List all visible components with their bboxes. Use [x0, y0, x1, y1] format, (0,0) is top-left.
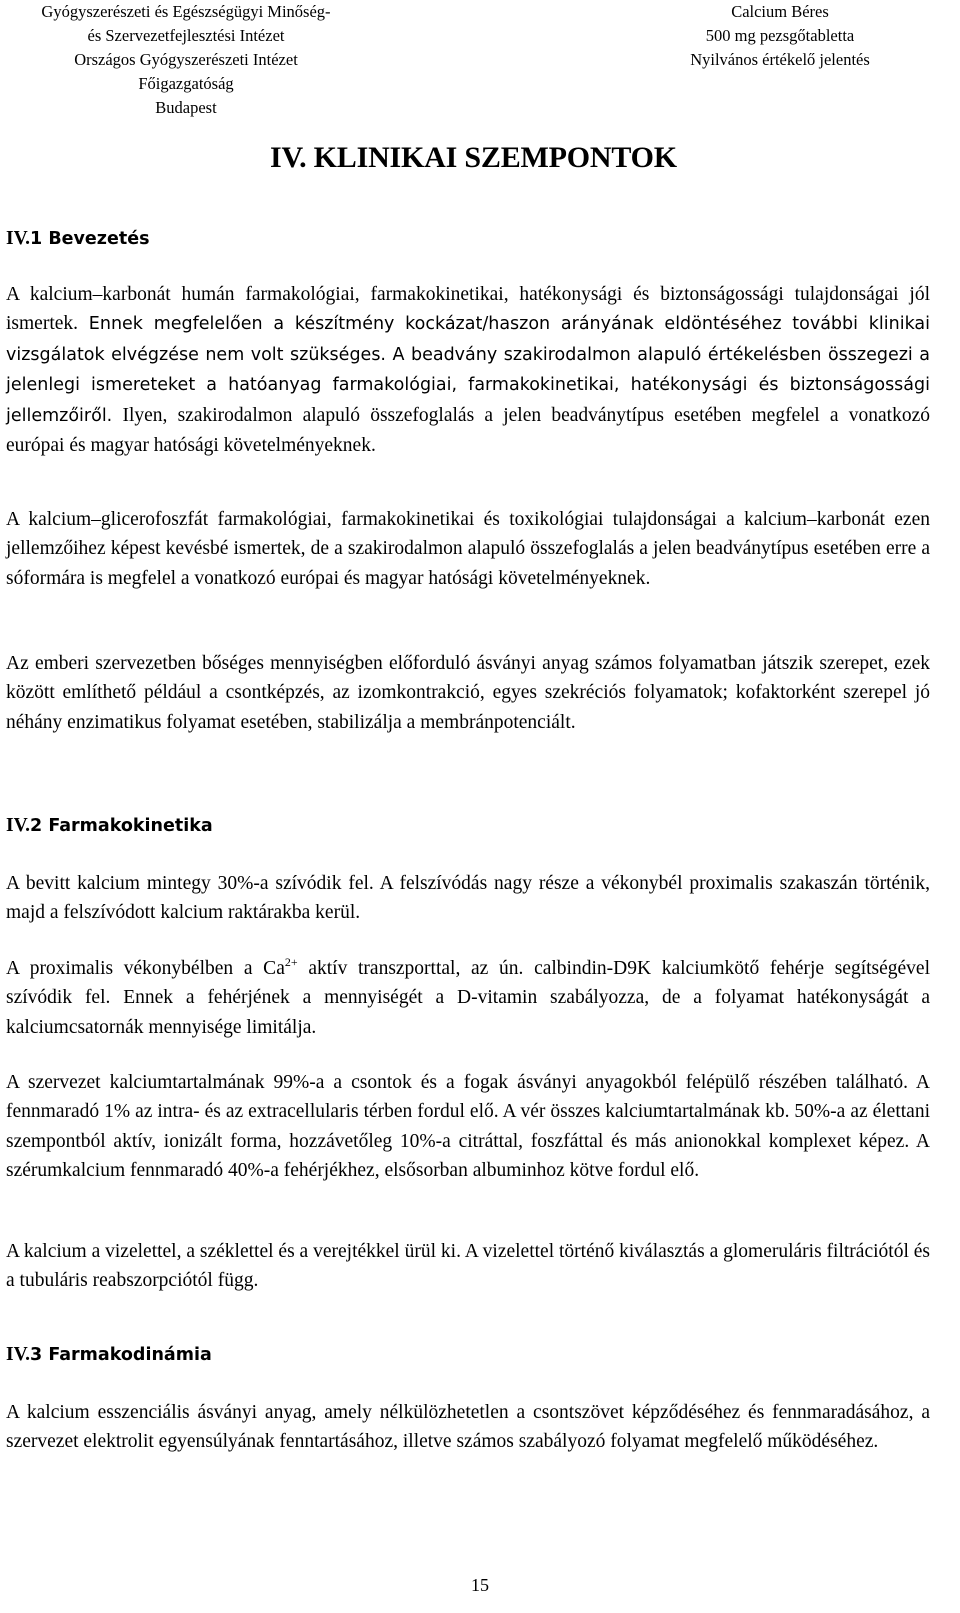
paragraph-glicerofoszfat: A kalcium–glicerofoszfát farmakológiai, farmakokinetikai és toxikológiai tulajdonságai a kalcium–karbonát ezen jellemzőihez képest kevésbé ismertek, de a szakirodalmon alapuló összefoglalás a jelen beadványtípus esetében erre a sóformára is megfelel a vonatkozó európai és magyar hatósági követelményeknek. — [6, 509, 930, 589]
paragraph-intro — [6, 280, 930, 460]
section-heading-bevezetes — [6, 228, 150, 250]
header-left — [6, 0, 366, 120]
header-left-line: Budapest — [155, 98, 217, 117]
paragraph-intro-part: A kalcium–karbonát humán farmakológiai, farmakokinetikai, hatékonysági és biztonságossági tulajdonságai jól ismertek. — [6, 284, 930, 335]
paragraph-kivalasztas: A kalcium a vizelettel, a széklettel és a verejtékkel ürül ki. A vizelettel történő kiválasztás a glomeruláris filtrációtól és a tubuláris reabszorpciótól függ. — [6, 1241, 930, 1292]
header-right — [630, 0, 930, 72]
section-number: IV. — [6, 1344, 31, 1365]
header-right-line: 500 mg pezsgőtabletta — [705, 26, 855, 45]
section-title: 2 Farmakokinetika — [30, 816, 213, 836]
paragraph-felszivodas: A bevitt kalcium mintegy 30%-a szívódik fel. A felszívódás nagy része a vékonybél proximalis szakaszán történik, majd a felszívódott kalcium raktárakba kerül. — [6, 873, 930, 924]
paragraph-intro-part: A beadvány szakirodalmon alapuló értékelésben összegezi a jelenlegi ismereteket a hatóanyag farmakológiai, farmakokinetikai, hatékonysági és biztonságossági jellemzőiről. — [6, 344, 930, 426]
paragraph-eloszlas: A szervezet kalciumtartalmának 99%-a a csontok és a fogak ásványi anyagokból felépülő részében található. A fennmaradó 1% az intra- és az extracellularis térben fordul elő. A vér összes kalciumtartalmának kb. 50%-a az élettani szempontból aktív, ionizált forma, hozzávetőleg 10%-a citráttal, foszfáttal és más anionokkal komplexet képez. A szérumkalcium fennmaradó 40%-a fehérjékhez, elsősorban albuminhoz kötve fordul elő. — [6, 1072, 930, 1182]
header-left-line: Gyógyszerészeti és Egészségügyi Minőség- — [41, 2, 331, 21]
section-number: IV. — [6, 815, 31, 836]
paragraph-transzport-part: A proximalis vékonybélben a Ca — [6, 958, 285, 979]
header-right-line: Calcium Béres — [731, 2, 829, 21]
section-heading-farmakodinamia — [6, 1344, 212, 1366]
section-title: 1 Bevezetés — [30, 229, 150, 249]
paragraph-intro-part: Ennek megfelelően a készítmény kockázat/haszon arányának eldöntéséhez további klinikai vizsgálatok elvégzése nem volt szükséges. — [6, 314, 930, 365]
paragraph-transzport — [6, 954, 930, 1042]
header-left-line: Főigazgatóság — [138, 74, 234, 93]
paragraph-intro-part: Ilyen, szakirodalmon alapuló összefoglalás a jelen beadványtípus esetében megfelel a vonatkozó európai és magyar hatósági követelményeknek. — [6, 404, 930, 457]
header-left-line: Országos Gyógyszerészeti Intézet — [74, 50, 298, 69]
paragraph-farmakodinamia: A kalcium esszenciális ásványi anyag, amely nélkülözhetetlen a csontszövet képződéséhez és fennmaradásához, a szervezet elektrolit egyensúlyának fenntartásához, illetve számos szabályozó folyamat megfelelő működéséhez. — [6, 1402, 930, 1453]
page-number: 15 — [471, 1575, 489, 1595]
page-title: IV. KLINIKAI SZEMPONTOK — [270, 141, 677, 174]
section-title: 3 Farmakodinámia — [30, 1345, 212, 1365]
paragraph-transzport-part: aktív transzporttal, az ún. calbindin-D9K kalciumkötő fehérje segítségével szívódik fel. Ennek a fehérjének a mennyiségét a D-vitamin szabályozza, de a folyamat hatékonyságát a kalciumcsatornák mennyisége limitálja. — [6, 958, 930, 1038]
section-number: IV. — [6, 228, 31, 249]
header-right-line: Nyilvános értékelő jelentés — [690, 50, 870, 69]
header-left-line: és Szervezetfejlesztési Intézet — [87, 26, 285, 45]
superscript-charge: 2+ — [284, 955, 298, 969]
section-heading-farmakokinetika — [6, 815, 213, 837]
paragraph-elofordulas: Az emberi szervezetben bőséges mennyiségben előforduló ásványi anyag számos folyamatban játszik szerepet, ezek között említhető például a csontképzés, az izomkontrakció, egyes szekréciós folyamatok; kofaktorként szerepel jó néhány enzimatikus folyamat esetében, stabilizálja a membránpotenciált. — [6, 653, 930, 733]
